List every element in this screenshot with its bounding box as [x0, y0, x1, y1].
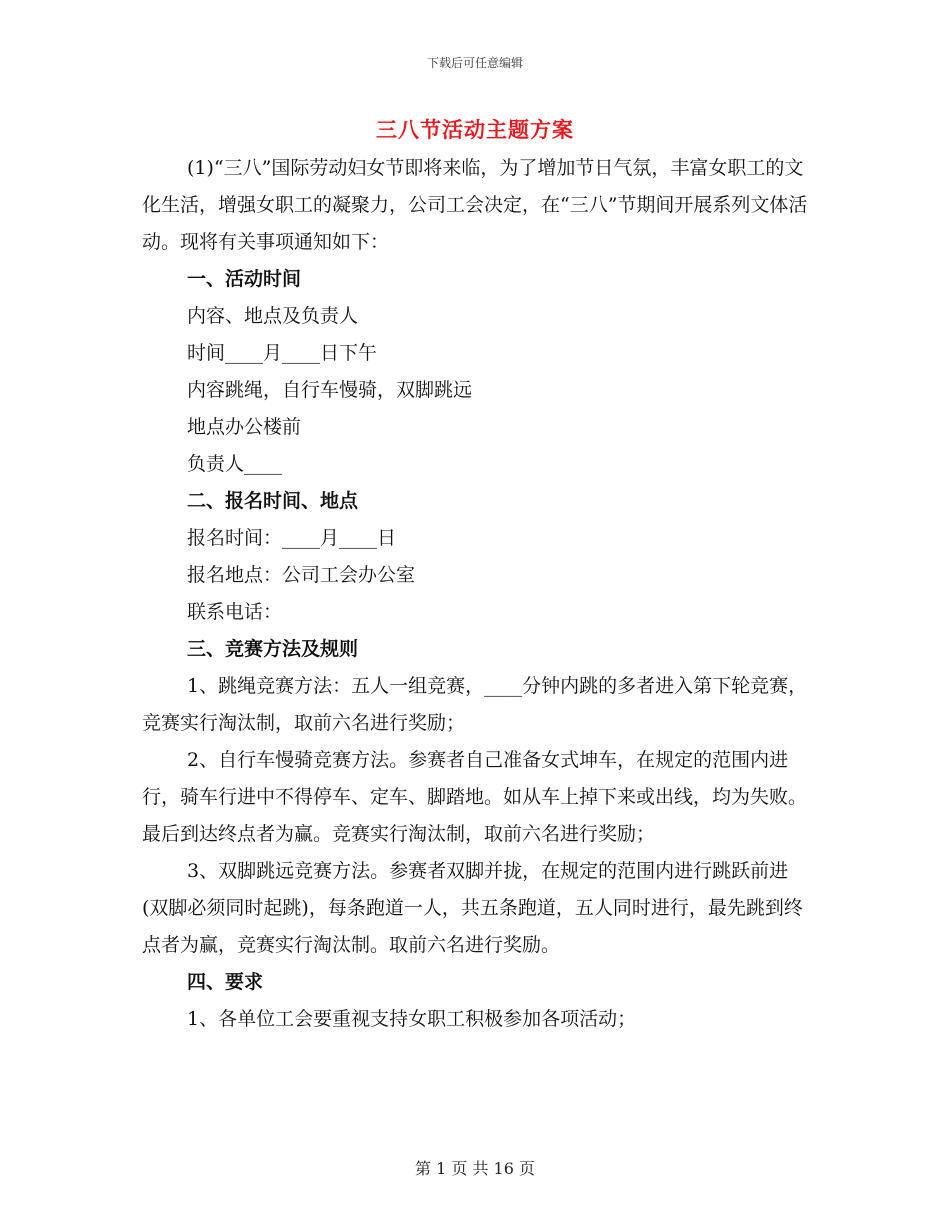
section-line: 时间____月____日下午 — [187, 342, 378, 364]
section-heading-rules: 三、竞赛方法及规则 — [187, 638, 359, 660]
section-heading-registration: 二、报名时间、地点 — [187, 490, 359, 512]
section-line: 联系电话： — [187, 601, 283, 623]
section-line: 负责人____ — [187, 453, 283, 475]
rule-paragraph: 1、跳绳竞赛方法：五人一组竞赛，____分钟内跳的多者进入第下轮竞赛，竞赛实行淘汰制，取前六名进行奖励； — [142, 675, 808, 734]
section-heading-time: 一、活动时间 — [187, 268, 302, 290]
header-note: 下载后可任意编辑 — [426, 56, 523, 70]
section-line: 内容、地点及负责人 — [187, 305, 359, 327]
document-title: 三八节活动主题方案 — [376, 117, 574, 142]
requirement-line: 1、各单位工会要重视支持女职工积极参加各项活动； — [187, 1008, 637, 1030]
intro-paragraph: (1)“三八”国际劳动妇女节即将来临，为了增加节日气氛，丰富女职工的文化生活，增强女职工的凝聚力，公司工会决定，在“三八”节期间开展系列文体活动。现将有关事项通知如下： — [142, 157, 808, 253]
section-heading-requirements: 四、要求 — [187, 971, 264, 993]
page-footer: 第 1 页 共 16 页 — [415, 1159, 535, 1178]
rule-paragraph: 3、双脚跳远竞赛方法。参赛者双脚并拢，在规定的范围内进行跳跃前进(双脚必须同时起跳)，每条跑道一人，共五条跑道，五人同时进行，最先跳到终点者为赢，竞赛实行淘汰制。取前六名进行奖励。 — [142, 860, 803, 956]
section-line: 内容跳绳，自行车慢骑，双脚跳远 — [187, 379, 473, 401]
section-line: 报名地点：公司工会办公室 — [187, 564, 416, 586]
rule-paragraph: 2、自行车慢骑竞赛方法。参赛者自己准备女式坤车，在规定的范围内进行，骑车行进中不得停车、定车、脚踏地。如从车上掉下来或出线，均为失败。最后到达终点者为赢。竞赛实行淘汰制，取前六名进行奖励； — [142, 749, 808, 845]
document-body — [142, 150, 810, 1038]
section-line: 地点办公楼前 — [187, 416, 302, 438]
section-line: 报名时间：____月____日 — [187, 527, 397, 549]
